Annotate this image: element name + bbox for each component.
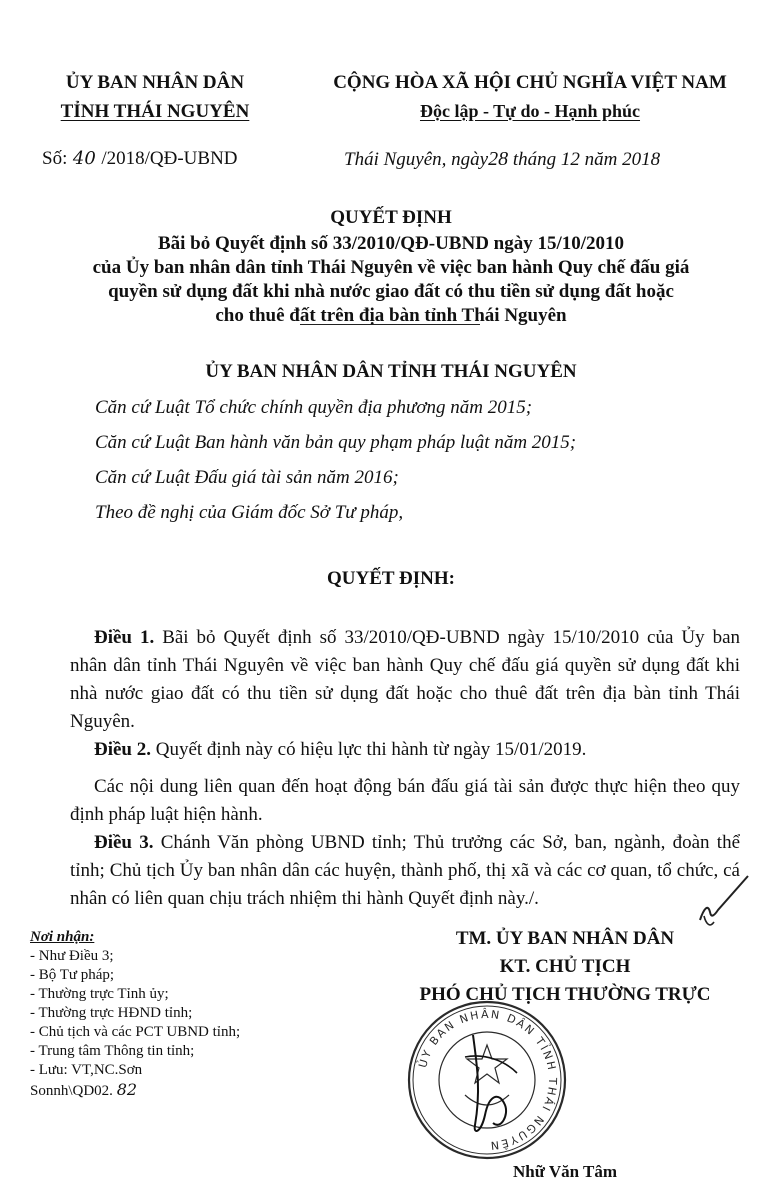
article-text: Chánh Văn phòng UBND tỉnh; Thủ trưởng các Sở, ban, ngành, đoàn thể tỉnh; Chủ tịch Ủy ban nhân dân các huyện, thành phố, thị xã và các cơ quan, tổ chức, cá nhân có liên quan chịu trách nhiệm thi hành Quyết định này./. [70,832,740,909]
national-motto-header [300,68,760,126]
title-underline [300,324,480,325]
legal-basis-item: Căn cứ Luật Ban hành văn bản quy phạm pháp luật năm 2015; [95,432,577,453]
signer-name: Nhữ Văn Tâm [512,1162,618,1181]
article-1 [70,624,740,736]
handwritten-note: 82 [116,1080,138,1099]
title-line: quyền sử dụng đất khi nhà nước giao đất có thu tiền sử dụng đất hoặc [108,281,674,302]
motto: Độc lập - Tự do - Hạnh phúc [419,101,641,121]
recipients-list [30,928,240,1101]
title-heading: QUYẾT ĐỊNH [330,207,452,228]
legal-basis-item: Căn cứ Luật Tổ chức chính quyền địa phương năm 2015; [95,397,533,418]
article-text: Các nội dung liên quan đến hoạt động bán đấu giá tài sản được thực hiện theo quy định pháp luật hiện hành. [70,776,740,825]
recipient-item: - Như Điều 3; [30,948,114,964]
signer-line: PHÓ CHỦ TỊCH THƯỜNG TRỰC [419,984,711,1005]
issuer-line-1: ỦY BAN NHÂN DÂN [65,72,245,93]
legal-basis-item: Theo đề nghị của Giám đốc Sở Tư pháp, [95,502,404,523]
issuing-authority-header [30,68,280,126]
signer-line: KT. CHỦ TỊCH [499,956,631,977]
authority-name: ỦY BAN NHÂN DÂN TỈNH THÁI NGUYÊN [205,361,577,382]
article-text: Quyết định này có hiệu lực thi hành từ ngày 15/01/2019. [155,739,587,760]
decision-heading: QUYẾT ĐỊNH: [327,568,455,589]
issuer-line-2: TỈNH THÁI NGUYÊN [60,101,250,122]
article-2 [70,736,740,764]
article-label: Điều 3. [94,832,154,853]
handwritten-day: 28 [488,148,509,170]
official-seal [395,995,580,1165]
article-label: Điều 2. [94,739,151,760]
recipient-item: - Lưu: VT,NC.Sơn [30,1062,143,1078]
title-line: cho thuê đất trên địa bàn tỉnh Thái Nguyên [215,305,567,326]
recipient-item: - Trung tâm Thông tin tỉnh; [30,1043,195,1059]
recipients-heading: Nơi nhận: [30,929,95,945]
handwritten-number: 40 [72,148,96,169]
recipient-item: Sonnh\QD02. 82 [30,1080,138,1099]
recipient-item: - Bộ Tư pháp; [30,967,115,983]
recipient-item: - Thường trực HĐND tỉnh; [30,1005,193,1021]
country-name: CỘNG HÒA XÃ HỘI CHỦ NGHĨA VIỆT NAM [333,72,727,93]
issue-date: Thái Nguyên, ngày28 tháng 12 năm 2018 [344,148,661,170]
article-text: Bãi bỏ Quyết định số 33/2010/QĐ-UBND ngày 15/10/2010 của Ủy ban nhân dân tỉnh Thái Nguyên về việc ban hành Quy chế đấu giá quyền sử dụng đất khi nhà nước giao đất có thu tiền sử dụng đất hoặc cho thuê đất trên địa bàn tỉnh Thái Nguyên. [70,627,741,732]
title-line: Bãi bỏ Quyết định số 33/2010/QĐ-UBND ngày 15/10/2010 [157,233,625,254]
seal-ring-text: ỦY BAN NHÂN DÂN TỈNH THÁI NGUYÊN [416,1007,560,1153]
recipient-item: - Thường trực Tỉnh ủy; [30,986,169,1002]
document-number: Số: 40 /2018/QĐ-UBND [42,148,238,169]
signer-line: TM. ỦY BAN NHÂN DÂN [455,928,675,949]
recipient-item: - Chủ tịch và các PCT UBND tỉnh; [30,1024,241,1040]
article-2-paragraph [70,773,740,829]
title-line: của Ủy ban nhân dân tỉnh Thái Nguyên về việc ban hành Quy chế đấu giá [92,257,690,278]
document-title [0,206,782,328]
article-label: Điều 1. [94,627,155,648]
legal-basis-item: Căn cứ Luật Đấu giá tài sản năm 2016; [95,467,399,488]
